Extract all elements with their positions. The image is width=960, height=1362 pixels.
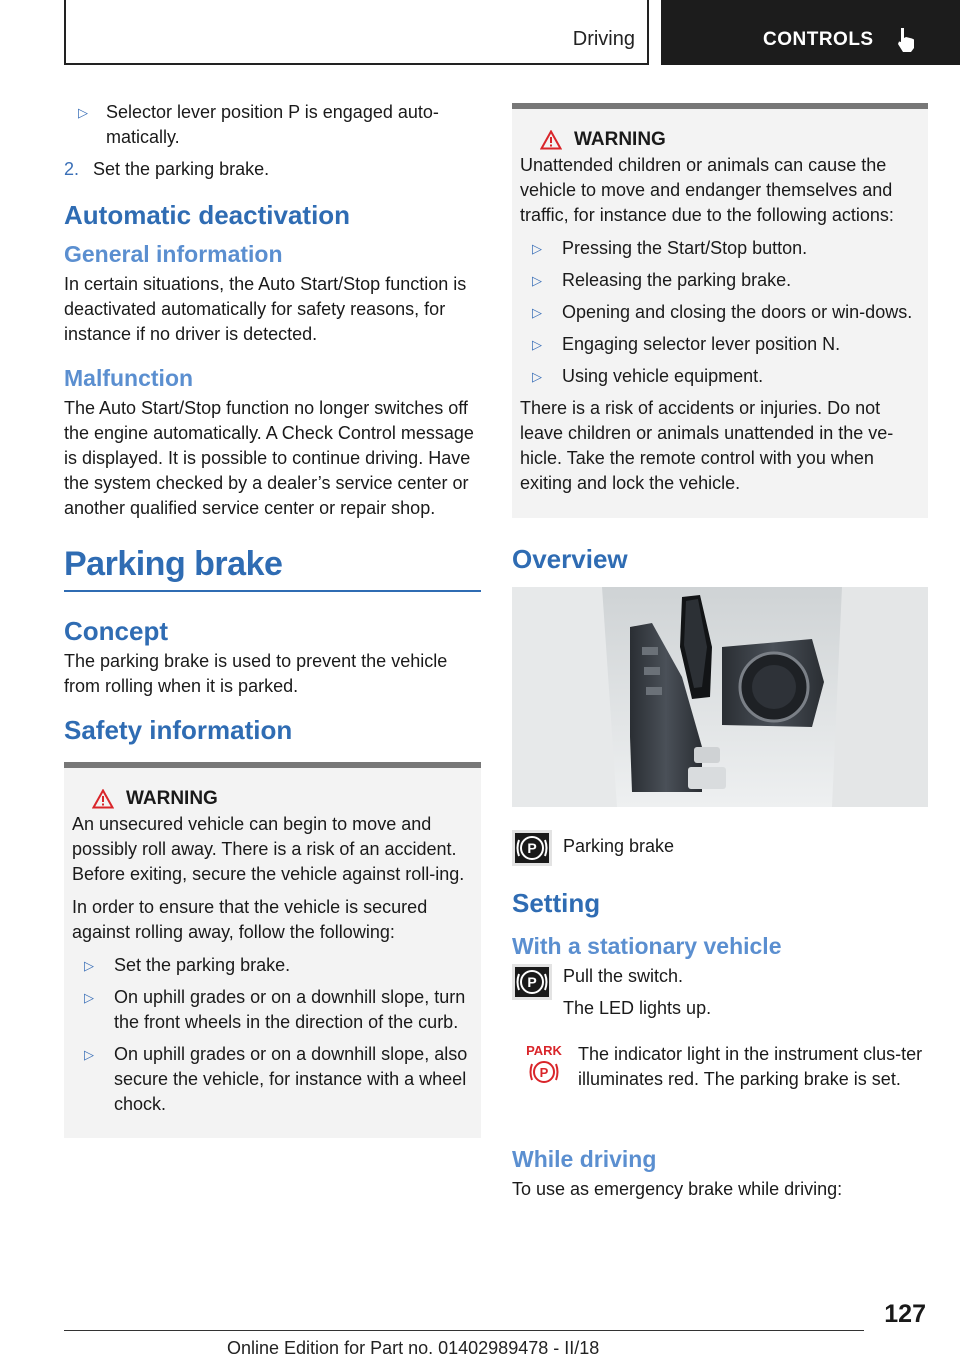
warning-title: WARNING (126, 788, 218, 809)
bullet-triangle-icon: ▷ (84, 958, 94, 973)
warning-title-row (72, 788, 473, 810)
list-item-text: Engaging selector lever position N. (562, 334, 841, 354)
list-item-text: Using vehicle equipment. (562, 366, 764, 386)
bullet-triangle-icon: ▷ (78, 105, 88, 120)
warning-box-right (512, 103, 928, 518)
heading-stationary-vehicle: With a stationary vehicle (512, 933, 782, 959)
warning-paragraph-1: An unsecured vehicle can begin to move and possibly roll away. There is a risk of an accident. Before exiting, secure the vehicle against roll-ing. (72, 814, 465, 884)
bullet-triangle-icon: ▷ (84, 990, 94, 1005)
parking-brake-switch-icon (512, 964, 552, 1000)
paragraph-malfunction: The Auto Start/Stop function no longer switches off the engine automatically. A Check Control message is displayed. It is possible to continue driving. Have the system checked by a dealer’s service center or another qualified service center or repair shop. (64, 398, 474, 518)
footer-divider (64, 1330, 864, 1331)
heading-malfunction: Malfunction (64, 365, 194, 391)
park-indicator-icon (520, 1042, 568, 1086)
list-item (520, 300, 920, 325)
header-chapter-box (661, 0, 960, 65)
warning-list (520, 236, 920, 389)
heading-while-driving: While driving (512, 1146, 657, 1172)
warning-paragraph-2: There is a risk of accidents or injuries. Do not leave children or animals unattended in the ve-hicle. Take the remote control with you when exiting and lock the vehicle. (520, 398, 894, 493)
step-number: 2. (64, 159, 80, 179)
header-section-title: Driving (572, 28, 635, 50)
warning-paragraph-1: Unattended children or animals can cause the vehicle to move and endanger themselves and traffic, for instance due to the following actions: (520, 155, 894, 225)
bullet-triangle-icon: ▷ (532, 273, 542, 288)
hand-pointer-icon (895, 26, 921, 54)
svg-text:PARK: PARK (526, 1043, 562, 1058)
warning-title: WARNING (574, 129, 666, 150)
svg-text:P: P (539, 1065, 549, 1080)
paragraph-while-driving: To use as emergency brake while driving: (512, 1179, 843, 1199)
led-text: The LED lights up. (563, 998, 712, 1018)
list-item (520, 332, 920, 357)
caption-row (512, 830, 928, 874)
footer-edition: Online Edition for Part no. 01402989478 - II/18 (227, 1338, 600, 1358)
parking-brake-switch-icon (512, 830, 552, 866)
bullet-triangle-icon: ▷ (532, 337, 542, 352)
warning-title-row (520, 129, 920, 151)
bullet-triangle-icon: ▷ (84, 1047, 94, 1062)
page-number: 127 (884, 1300, 926, 1328)
bullet-triangle-icon: ▷ (532, 369, 542, 384)
bullet-triangle-icon: ▷ (532, 305, 542, 320)
step-2 (64, 157, 481, 182)
warning-paragraph-2: In order to ensure that the vehicle is secured against rolling away, follow the following: (72, 897, 428, 942)
heading-setting: Setting (512, 888, 601, 918)
indicator-text: The indicator light in the instrument clus-ter illuminates red. The parking brake is set. (578, 1044, 923, 1089)
pull-switch-text: Pull the switch. (563, 966, 684, 986)
list-item (520, 236, 920, 261)
header-chapter-title: CONTROLS (763, 29, 874, 50)
list-item-text: Opening and closing the doors or win-dows. (562, 302, 913, 322)
list-item (520, 364, 920, 389)
warning-list (72, 953, 473, 1117)
warning-triangle-icon (540, 130, 562, 150)
heading-general-information: General information (64, 241, 283, 267)
indicator-row (512, 1042, 928, 1122)
header-section-box (64, 0, 649, 65)
heading-parking-brake: Parking brake (64, 545, 481, 592)
left-column (64, 100, 481, 1138)
svg-text:P: P (527, 974, 537, 990)
list-item (520, 268, 920, 293)
list-item-text: On uphill grades or on a downhill slope, also secure the vehicle, for instance with a wheel chock. (114, 1044, 468, 1114)
paragraph-general: In certain situations, the Auto Start/Stop function is deactivated automatically for safety reasons, for instance if no driver is detected. (64, 274, 467, 344)
caption-parking-brake: Parking brake (563, 836, 675, 856)
warning-box-left (64, 762, 481, 1138)
list-item (64, 100, 481, 150)
svg-text:P: P (527, 840, 537, 856)
heading-concept: Concept (64, 616, 168, 646)
list-item (72, 953, 473, 978)
list-item-text: Pressing the Start/Stop button. (562, 238, 808, 258)
heading-automatic-deactivation: Automatic deactivation (64, 200, 351, 230)
list-item-text: Selector lever position P is engaged auto-matically. (106, 102, 439, 147)
warning-triangle-icon (92, 789, 114, 809)
list-item-text: Releasing the parking brake. (562, 270, 792, 290)
center-console-photo (512, 587, 928, 807)
list-item (72, 1042, 473, 1117)
right-column (512, 103, 928, 1202)
bullet-triangle-icon: ▷ (532, 241, 542, 256)
step-text: Set the parking brake. (93, 159, 270, 179)
heading-overview: Overview (512, 544, 628, 574)
list-item-text: On uphill grades or on a downhill slope, turn the front wheels in the direction of the curb. (114, 987, 466, 1032)
list-item (72, 985, 473, 1035)
pull-switch-row (512, 964, 928, 1022)
paragraph-concept: The parking brake is used to prevent the vehicle from rolling when it is parked. (64, 651, 448, 696)
list-item-text: Set the parking brake. (114, 955, 291, 975)
heading-safety-information: Safety information (64, 715, 293, 745)
top-bullet-list (64, 100, 481, 150)
